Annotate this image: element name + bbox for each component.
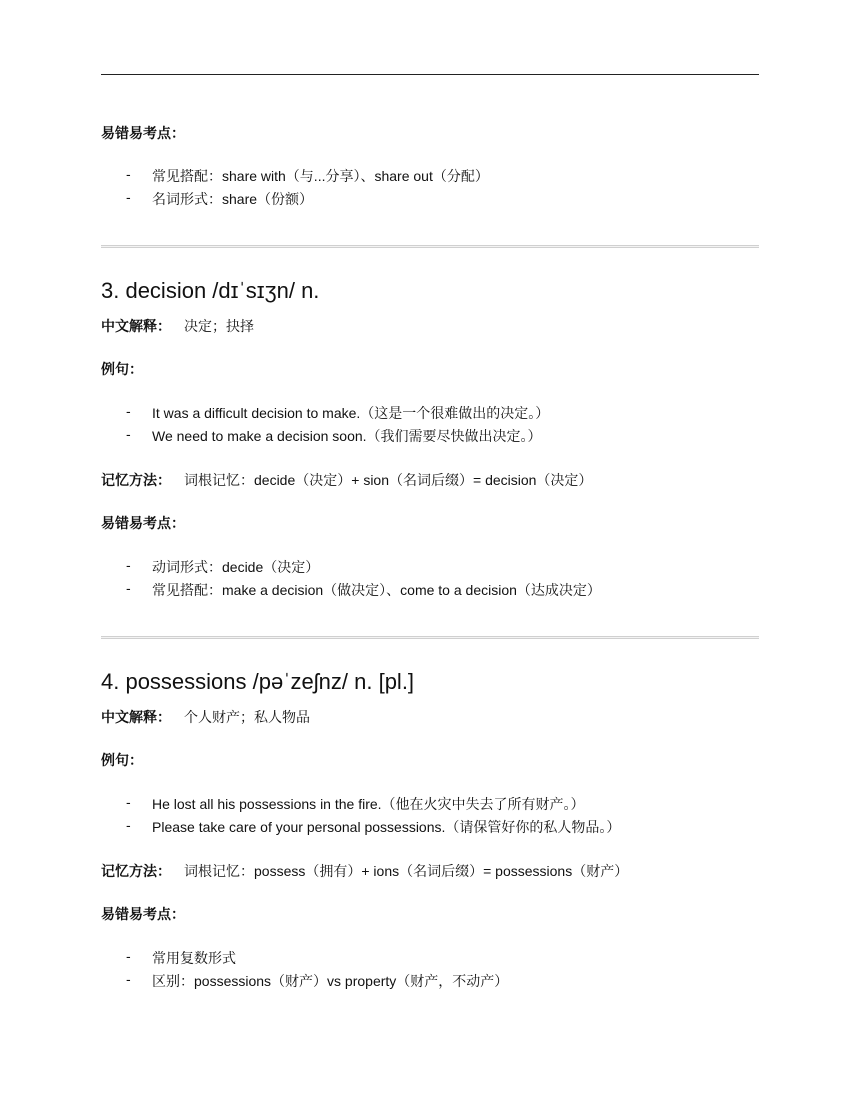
memory-label: 记忆方法： — [101, 472, 171, 488]
pitfall-item-2: 区别：possessions（财产）vs property（财产，不动产） — [152, 973, 509, 989]
prev-pitfall-2: 名词形式：share（份额） — [152, 191, 314, 207]
pitfall-item-1: 动词形式：decide（决定） — [152, 559, 320, 575]
bullet-dash: - — [126, 426, 131, 442]
pitfalls-label: 易错易考点： — [101, 906, 185, 922]
bullet-dash: - — [126, 948, 131, 964]
bullet-dash: - — [126, 794, 131, 810]
bullet-dash: - — [126, 403, 131, 419]
section-divider — [101, 245, 759, 248]
example-sentence-2: We need to make a decision soon.（我们需要尽快做出决定。） — [152, 428, 542, 444]
meaning-text: 个人财产；私人物品 — [184, 709, 310, 725]
meaning-label: 中文解释： — [101, 318, 171, 334]
example-sentence-2: Please take care of your personal possessions.（请保管好你的私人物品。） — [152, 819, 621, 835]
bullet-dash: - — [126, 971, 131, 987]
memory-label: 记忆方法： — [101, 863, 171, 879]
entry-heading-possessions: 4. possessions /pəˈzeʃnz/ n. [pl.] — [101, 669, 415, 694]
example-sentence-1: He lost all his possessions in the fire.（他在火灾中失去了所有财产。） — [152, 796, 585, 812]
bullet-dash: - — [126, 557, 131, 573]
pitfall-item-1: 常用复数形式 — [152, 950, 236, 966]
example-sentence-1: It was a difficult decision to make.（这是一个很难做出的决定。） — [152, 405, 550, 421]
bullet-dash: - — [126, 580, 131, 596]
bullet-dash: - — [126, 817, 131, 833]
examples-label: 例句： — [101, 361, 143, 377]
top-rule — [101, 74, 759, 75]
meaning-text: 决定；抉择 — [184, 318, 254, 334]
bullet-dash: - — [126, 166, 131, 182]
section-divider — [101, 636, 759, 639]
entry-heading-decision: 3. decision /dɪˈsɪʒn/ n. — [101, 278, 320, 303]
prev-pitfall-1: 常见搭配：share with（与...分享）、share out（分配） — [152, 168, 489, 184]
bullet-dash: - — [126, 189, 131, 205]
meaning-label: 中文解释： — [101, 709, 171, 725]
prev-pitfalls-label: 易错易考点： — [101, 125, 185, 141]
pitfall-item-2: 常见搭配：make a decision（做决定）、come to a decision（达成决定） — [152, 582, 601, 598]
memory-text: 词根记忆：decide（决定）+ sion（名词后缀）= decision（决定） — [184, 472, 593, 488]
pitfalls-label: 易错易考点： — [101, 515, 185, 531]
memory-text: 词根记忆：possess（拥有）+ ions（名词后缀）= possessions（财产） — [184, 863, 629, 879]
examples-label: 例句： — [101, 752, 143, 768]
